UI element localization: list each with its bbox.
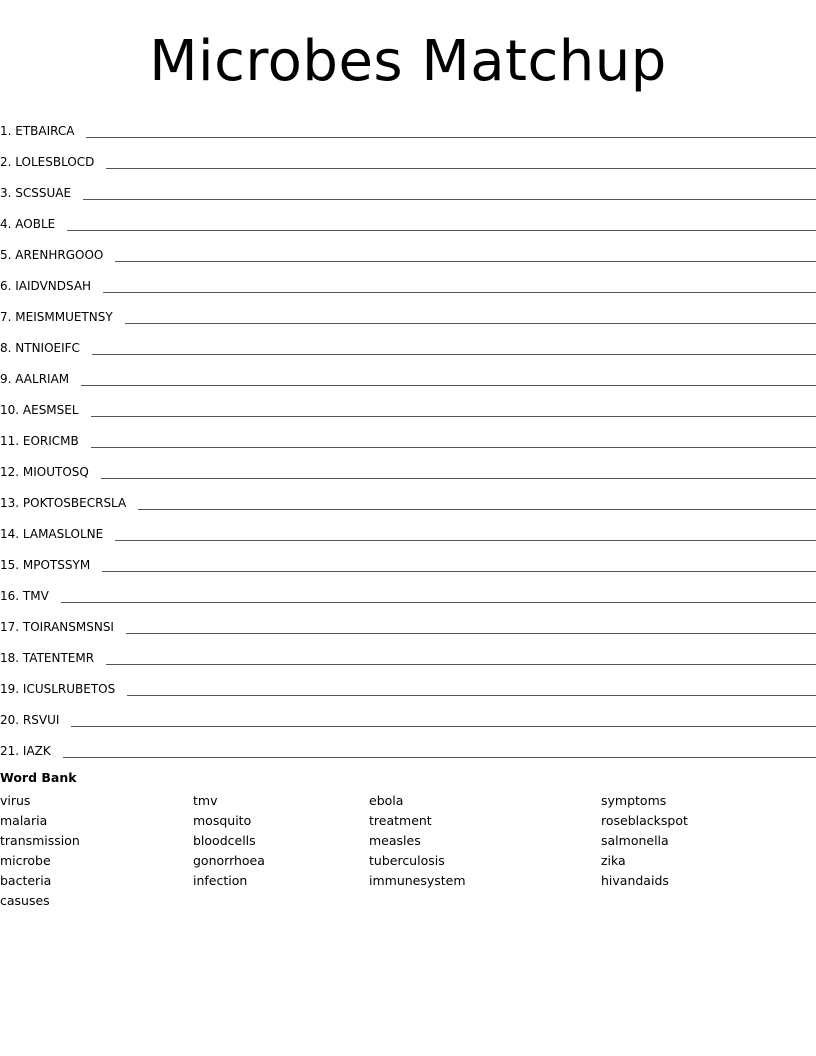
word-bank-item: hivandaids [601, 873, 669, 888]
question-list [0, 110, 816, 761]
word-bank-item: immunesystem [369, 873, 466, 888]
word-bank-item: bacteria [0, 873, 52, 888]
word-bank-column [0, 791, 80, 911]
question-label: 16. TMV [0, 589, 49, 603]
answer-line[interactable] [125, 322, 816, 324]
question-row [0, 575, 816, 606]
question-row [0, 265, 816, 296]
question-row [0, 451, 816, 482]
word-bank-item: tuberculosis [369, 853, 445, 868]
word-bank-title: Word Bank [0, 770, 77, 785]
question-row [0, 637, 816, 668]
answer-line[interactable] [115, 539, 816, 541]
answer-line[interactable] [127, 694, 816, 696]
word-bank-item: symptoms [601, 793, 667, 808]
answer-line[interactable] [101, 477, 816, 479]
answer-line[interactable] [115, 260, 816, 262]
word-bank-item: malaria [0, 813, 48, 828]
answer-line[interactable] [126, 632, 816, 634]
question-label: 5. ARENHRGOOO [0, 248, 104, 262]
question-label: 21. IAZK [0, 744, 51, 758]
word-bank-item: measles [369, 833, 421, 848]
answer-line[interactable] [103, 291, 816, 293]
question-label: 18. TATENTEMR [0, 651, 95, 665]
question-label: 15. MPOTSSYM [0, 558, 91, 572]
question-row [0, 606, 816, 637]
question-label: 17. TOIRANSMSNSI [0, 620, 114, 634]
answer-line[interactable] [81, 384, 816, 386]
question-row [0, 420, 816, 451]
word-bank-item: gonorrhoea [193, 853, 265, 868]
answer-line[interactable] [83, 198, 816, 200]
question-label: 6. IAIDVNDSAH [0, 279, 92, 293]
answer-line[interactable] [71, 725, 816, 727]
word-bank-item: virus [0, 793, 31, 808]
question-label: 13. POKTOSBECRSLA [0, 496, 127, 510]
answer-line[interactable] [102, 570, 816, 572]
question-row [0, 141, 816, 172]
question-label: 20. RSVUI [0, 713, 60, 727]
question-row [0, 730, 816, 761]
question-row [0, 668, 816, 699]
answer-line[interactable] [106, 663, 816, 665]
question-row [0, 296, 816, 327]
question-label: 12. MIOUTOSQ [0, 465, 89, 479]
question-row [0, 482, 816, 513]
word-bank-item: microbe [0, 853, 51, 868]
question-row [0, 544, 816, 575]
word-bank-item: treatment [369, 813, 432, 828]
question-label: 4. AOBLE [0, 217, 56, 231]
word-bank [0, 770, 816, 908]
word-bank-item: infection [193, 873, 248, 888]
question-label: 14. LAMASLOLNE [0, 527, 104, 541]
word-bank-item: zika [601, 853, 626, 868]
word-bank-column [369, 791, 466, 891]
question-label: 7. MEISMMUETNSY [0, 310, 113, 324]
question-row [0, 358, 816, 389]
answer-line[interactable] [86, 136, 816, 138]
answer-line[interactable] [106, 167, 816, 169]
question-row [0, 699, 816, 730]
question-label: 1. ETBAIRCA [0, 124, 75, 138]
word-bank-column [193, 791, 265, 891]
answer-line[interactable] [91, 415, 816, 417]
answer-line[interactable] [138, 508, 816, 510]
question-row [0, 513, 816, 544]
word-bank-item: transmission [0, 833, 80, 848]
answer-line[interactable] [61, 601, 816, 603]
question-row [0, 389, 816, 420]
word-bank-item: roseblackspot [601, 813, 688, 828]
question-label: 19. ICUSLRUBETOS [0, 682, 116, 696]
page-title: Microbes Matchup [149, 29, 667, 94]
word-bank-item: tmv [193, 793, 218, 808]
answer-line[interactable] [92, 353, 816, 355]
word-bank-item: bloodcells [193, 833, 256, 848]
question-row [0, 110, 816, 141]
answer-line[interactable] [91, 446, 816, 448]
question-row [0, 327, 816, 358]
word-bank-column [601, 791, 688, 891]
word-bank-item: ebola [369, 793, 404, 808]
word-bank-item: casuses [0, 893, 50, 908]
word-bank-item: salmonella [601, 833, 669, 848]
question-label: 10. AESMSEL [0, 403, 79, 417]
answer-line[interactable] [67, 229, 816, 231]
answer-line[interactable] [63, 756, 816, 758]
question-label: 9. AALRIAM [0, 372, 70, 386]
question-label: 8. NTNIOEIFC [0, 341, 80, 355]
question-label: 3. SCSSUAE [0, 186, 72, 200]
question-row [0, 234, 816, 265]
word-bank-item: mosquito [193, 813, 252, 828]
question-label: 2. LOLESBLOCD [0, 155, 95, 169]
question-row [0, 203, 816, 234]
question-label: 11. EORICMB [0, 434, 79, 448]
question-row [0, 172, 816, 203]
